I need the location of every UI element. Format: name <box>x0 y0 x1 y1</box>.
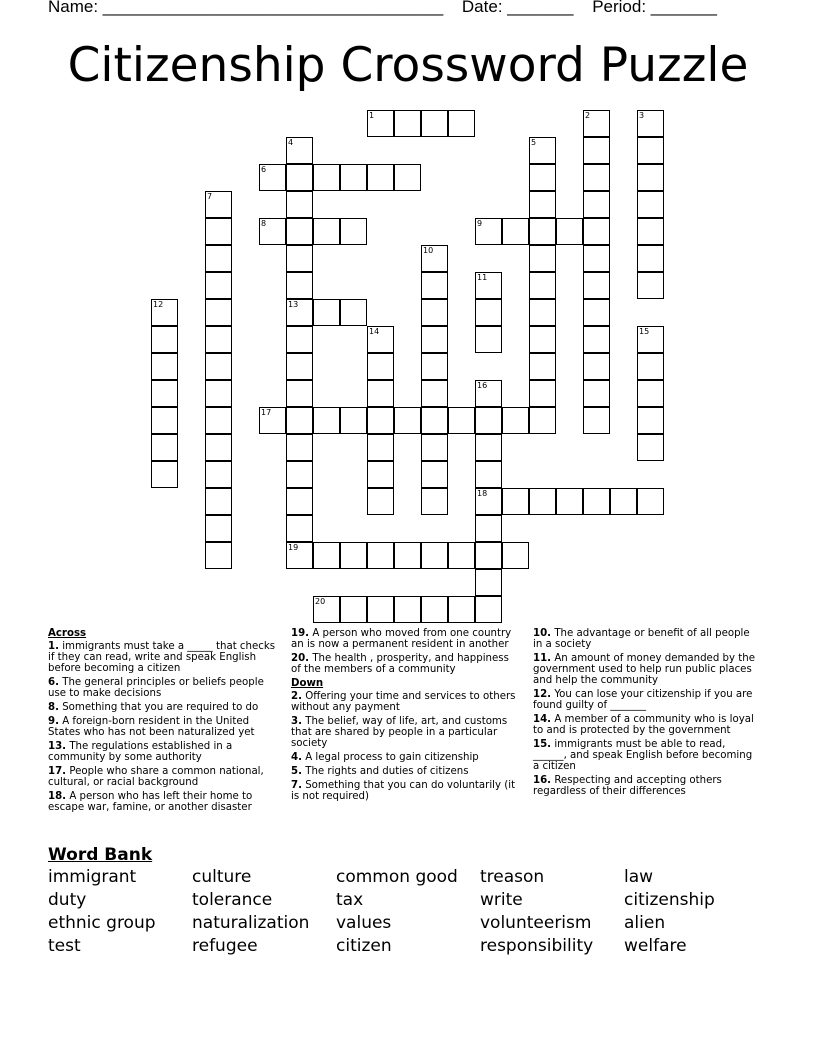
crossword-cell[interactable] <box>637 407 664 434</box>
crossword-cell[interactable] <box>421 407 448 434</box>
crossword-cell[interactable] <box>205 191 232 218</box>
word-bank <box>48 845 768 957</box>
crossword-cell[interactable] <box>637 272 664 299</box>
crossword-cell[interactable] <box>205 272 232 299</box>
crossword-cell[interactable] <box>394 110 421 137</box>
crossword-cell[interactable] <box>583 272 610 299</box>
crossword-cell[interactable] <box>637 488 664 515</box>
crossword-cell[interactable] <box>286 407 313 434</box>
crossword-cell[interactable] <box>286 326 313 353</box>
crossword-cell[interactable] <box>610 488 637 515</box>
crossword-cell[interactable] <box>286 245 313 272</box>
crossword-cell[interactable] <box>367 164 394 191</box>
crossword-cell[interactable] <box>259 407 286 434</box>
word-bank-item: write <box>480 890 523 910</box>
crossword-cell[interactable] <box>637 218 664 245</box>
crossword-cell[interactable] <box>421 434 448 461</box>
crossword-cell[interactable] <box>583 218 610 245</box>
crossword-cell[interactable] <box>286 434 313 461</box>
crossword-cell[interactable] <box>583 380 610 407</box>
crossword-cell[interactable] <box>529 272 556 299</box>
crossword-cell[interactable] <box>637 353 664 380</box>
crossword-cell[interactable] <box>205 353 232 380</box>
crossword-cell[interactable] <box>205 461 232 488</box>
clue-number-label: 13 <box>288 300 299 309</box>
clue-down-3: 3. The belief, way of life, art, and customs that are shared by people in a particular society <box>291 716 508 749</box>
crossword-cell[interactable] <box>286 272 313 299</box>
crossword-cell[interactable] <box>367 434 394 461</box>
clues-column-3 <box>533 628 759 800</box>
clue-down-15: 15. immigrants must be able to read, ______, and speak English before becoming a citizen <box>533 739 753 772</box>
clue-number-label: 9 <box>477 219 483 228</box>
crossword-cell[interactable] <box>205 380 232 407</box>
crossword-cell[interactable] <box>583 245 610 272</box>
word-bank-item: common good <box>336 867 458 887</box>
crossword-cell[interactable] <box>475 596 502 623</box>
crossword-cell[interactable] <box>637 137 664 164</box>
crossword-cell[interactable] <box>367 407 394 434</box>
crossword-cell[interactable] <box>394 596 421 623</box>
crossword-cell[interactable] <box>286 164 313 191</box>
crossword-cell[interactable] <box>394 407 421 434</box>
clue-across-1: 1. immigrants must take a _____ that checks if they can read, write and speak English before becoming a citizen <box>48 641 276 674</box>
clue-across-13: 13. The regulations established in a community by some authority <box>48 741 233 763</box>
crossword-cell[interactable] <box>502 218 529 245</box>
crossword-cell[interactable] <box>475 407 502 434</box>
crossword-cell[interactable] <box>637 380 664 407</box>
crossword-cell[interactable] <box>583 110 610 137</box>
across-heading: Across <box>48 628 87 639</box>
crossword-cell[interactable] <box>340 542 367 569</box>
crossword-cell[interactable] <box>502 542 529 569</box>
clue-number-label: 2 <box>585 111 591 120</box>
crossword-cell[interactable] <box>556 218 583 245</box>
word-bank-item: treason <box>480 867 545 887</box>
crossword-cell[interactable] <box>151 353 178 380</box>
crossword-cell[interactable] <box>637 164 664 191</box>
crossword-cell[interactable] <box>367 380 394 407</box>
crossword-cell[interactable] <box>340 407 367 434</box>
clue-down-12: 12. You can lose your citizenship if you are found guilty of _______ <box>533 689 753 711</box>
crossword-cell[interactable] <box>583 407 610 434</box>
clue-number-label: 5 <box>531 138 537 147</box>
crossword-cell[interactable] <box>529 407 556 434</box>
crossword-cell[interactable] <box>367 110 394 137</box>
clue-number-label: 11 <box>477 273 488 282</box>
word-bank-item: test <box>48 936 81 956</box>
clue-number-label: 4 <box>288 138 294 147</box>
crossword-cell[interactable] <box>529 488 556 515</box>
crossword-cell[interactable] <box>421 461 448 488</box>
crossword-cell[interactable] <box>637 110 664 137</box>
clue-across-19: 19. A person who moved from one country an is now a permanent resident in another <box>291 628 512 650</box>
word-bank-item: citizenship <box>624 890 715 910</box>
crossword-cell[interactable] <box>205 326 232 353</box>
crossword-cell[interactable] <box>367 488 394 515</box>
clue-across-17: 17. People who share a common national, cultural, or racial background <box>48 766 264 788</box>
crossword-cell[interactable] <box>286 137 313 164</box>
clue-down-16: 16. Respecting and accepting others regardless of their differences <box>533 775 722 797</box>
clue-number-label: 19 <box>288 543 299 552</box>
clue-number-label: 16 <box>477 381 488 390</box>
crossword-cell[interactable] <box>529 164 556 191</box>
crossword-cell[interactable] <box>583 326 610 353</box>
crossword-cell[interactable] <box>313 596 340 623</box>
crossword-cell[interactable] <box>286 488 313 515</box>
word-bank-item: citizen <box>336 936 392 956</box>
clue-number-label: 17 <box>261 408 272 417</box>
clue-down-14: 14. A member of a community who is loyal to and is protected by the government <box>533 714 754 736</box>
crossword-cell[interactable] <box>340 299 367 326</box>
crossword-cell[interactable] <box>583 353 610 380</box>
word-bank-grid <box>48 866 768 957</box>
crossword-cell[interactable] <box>475 515 502 542</box>
crossword-cell[interactable] <box>340 218 367 245</box>
crossword-cell[interactable] <box>529 191 556 218</box>
word-bank-item: naturalization <box>192 913 310 933</box>
clue-down-4: 4. A legal process to gain citizenship <box>291 752 479 763</box>
clue-number-label: 1 <box>369 111 375 120</box>
crossword-cell[interactable] <box>151 299 178 326</box>
clue-down-7: 7. Something that you can do voluntarily (it is not required) <box>291 780 516 802</box>
crossword-cell[interactable] <box>205 218 232 245</box>
crossword-cell[interactable] <box>421 326 448 353</box>
crossword-cell[interactable] <box>421 110 448 137</box>
crossword-cell[interactable] <box>340 596 367 623</box>
crossword-cell[interactable] <box>313 542 340 569</box>
name-field-label[interactable]: Name: ____________________________________ <box>48 0 444 16</box>
crossword-cell[interactable] <box>448 110 475 137</box>
crossword-cell[interactable] <box>475 272 502 299</box>
crossword-cell[interactable] <box>286 191 313 218</box>
crossword-cell[interactable] <box>529 218 556 245</box>
crossword-cell[interactable] <box>529 380 556 407</box>
word-bank-item: volunteerism <box>480 913 592 933</box>
crossword-cell[interactable] <box>421 299 448 326</box>
clue-down-5: 5. The rights and duties of citizens <box>291 766 469 777</box>
crossword-cell[interactable] <box>313 164 340 191</box>
clues-column-1 <box>48 628 280 816</box>
crossword-cell[interactable] <box>475 569 502 596</box>
crossword-cell[interactable] <box>394 542 421 569</box>
crossword-cell[interactable] <box>529 299 556 326</box>
date-field-label[interactable]: Date: _______ <box>461 0 574 16</box>
crossword-cell[interactable] <box>421 353 448 380</box>
crossword-cell[interactable] <box>637 434 664 461</box>
crossword-cell[interactable] <box>448 407 475 434</box>
crossword-cell[interactable] <box>475 380 502 407</box>
crossword-cell[interactable] <box>367 461 394 488</box>
crossword-cell[interactable] <box>340 164 367 191</box>
crossword-cell[interactable] <box>583 299 610 326</box>
crossword-cell[interactable] <box>205 434 232 461</box>
crossword-cell[interactable] <box>151 380 178 407</box>
crossword-cell[interactable] <box>313 299 340 326</box>
clue-across-9: 9. A foreign-born resident in the United States who has not been naturalized yet <box>48 716 255 738</box>
word-bank-item: refugee <box>192 936 258 956</box>
crossword-cell[interactable] <box>475 326 502 353</box>
crossword-cell[interactable] <box>421 380 448 407</box>
word-bank-item: law <box>624 867 654 887</box>
clue-down-11: 11. An amount of money demanded by the government used to help run public places and help the community <box>533 653 755 686</box>
clue-down-2: 2. Offering your time and services to others without any payment <box>291 691 516 713</box>
word-bank-item: alien <box>624 913 666 933</box>
crossword-cell[interactable] <box>502 488 529 515</box>
crossword-cell[interactable] <box>475 488 502 515</box>
crossword-cell[interactable] <box>529 245 556 272</box>
crossword-cell[interactable] <box>394 164 421 191</box>
crossword-cell[interactable] <box>529 353 556 380</box>
crossword-cell[interactable] <box>205 407 232 434</box>
crossword-cell[interactable] <box>637 326 664 353</box>
crossword-cell[interactable] <box>421 272 448 299</box>
crossword-cell[interactable] <box>286 299 313 326</box>
crossword-cell[interactable] <box>583 137 610 164</box>
crossword-cell[interactable] <box>286 515 313 542</box>
crossword-cell[interactable] <box>556 488 583 515</box>
clue-number-label: 7 <box>207 192 213 201</box>
clue-number-label: 20 <box>315 597 326 606</box>
crossword-cell[interactable] <box>421 245 448 272</box>
clue-across-18: 18. A person who has left their home to escape war, famine, or another disaster <box>48 791 253 813</box>
crossword-cell[interactable] <box>448 596 475 623</box>
word-bank-item: duty <box>48 890 87 910</box>
clue-across-20: 20. The health , prosperity, and happiness of the members of a community <box>291 653 509 675</box>
crossword-cell[interactable] <box>205 488 232 515</box>
crossword-cell[interactable] <box>286 353 313 380</box>
crossword-cell[interactable] <box>151 326 178 353</box>
crossword-cell[interactable] <box>259 164 286 191</box>
word-bank-title: Word Bank <box>48 845 153 865</box>
word-bank-item: values <box>336 913 392 933</box>
period-field-label[interactable]: Period: _______ <box>592 0 717 16</box>
crossword-cell[interactable] <box>583 191 610 218</box>
crossword-cell[interactable] <box>475 542 502 569</box>
word-bank-item: tolerance <box>192 890 273 910</box>
crossword-cell[interactable] <box>421 488 448 515</box>
crossword-cell[interactable] <box>286 461 313 488</box>
crossword-cell[interactable] <box>529 326 556 353</box>
crossword-cell[interactable] <box>475 461 502 488</box>
crossword-cell[interactable] <box>637 245 664 272</box>
down-heading: Down <box>291 678 324 689</box>
crossword-cell[interactable] <box>448 542 475 569</box>
clue-across-6: 6. The general principles or beliefs people use to make decisions <box>48 677 264 699</box>
word-bank-item: responsibility <box>480 936 594 956</box>
clue-across-8: 8. Something that you are required to do <box>48 702 259 713</box>
crossword-cell[interactable] <box>475 434 502 461</box>
crossword-cell[interactable] <box>475 218 502 245</box>
crossword-cell[interactable] <box>205 299 232 326</box>
word-bank-item: tax <box>336 890 364 910</box>
crossword-cell[interactable] <box>205 542 232 569</box>
crossword-cell[interactable] <box>286 218 313 245</box>
word-bank-item: culture <box>192 867 252 887</box>
clue-number-label: 6 <box>261 165 267 174</box>
crossword-cell[interactable] <box>475 299 502 326</box>
page-title: Citizenship Crossword Puzzle <box>67 38 749 93</box>
clues-column-2 <box>291 628 521 805</box>
crossword-cell[interactable] <box>151 434 178 461</box>
crossword-cell[interactable] <box>367 353 394 380</box>
clue-down-10: 10. The advantage or benefit of all people in a society <box>533 628 750 650</box>
clue-number-label: 8 <box>261 219 267 228</box>
clue-number-label: 14 <box>369 327 380 336</box>
crossword-cell[interactable] <box>367 542 394 569</box>
crossword-cell[interactable] <box>313 407 340 434</box>
crossword-cell[interactable] <box>421 542 448 569</box>
crossword-cell[interactable] <box>367 596 394 623</box>
clue-number-label: 15 <box>639 327 650 336</box>
word-bank-item: welfare <box>624 936 687 956</box>
word-bank-item: ethnic group <box>48 913 156 933</box>
crossword-cell[interactable] <box>286 380 313 407</box>
crossword-cell[interactable] <box>637 191 664 218</box>
crossword-cell[interactable] <box>529 137 556 164</box>
crossword-cell[interactable] <box>583 164 610 191</box>
word-bank-item: immigrant <box>48 867 137 887</box>
crossword-cell[interactable] <box>205 515 232 542</box>
crossword-cell[interactable] <box>259 218 286 245</box>
crossword-cell[interactable] <box>151 407 178 434</box>
crossword-cell[interactable] <box>502 407 529 434</box>
clue-number-label: 18 <box>477 489 488 498</box>
crossword-cell[interactable] <box>205 245 232 272</box>
crossword-cell[interactable] <box>367 326 394 353</box>
crossword-cell[interactable] <box>151 461 178 488</box>
crossword-cell[interactable] <box>286 542 313 569</box>
clue-number-label: 12 <box>153 300 164 309</box>
crossword-cell[interactable] <box>583 488 610 515</box>
crossword-cell[interactable] <box>421 596 448 623</box>
crossword-cell[interactable] <box>313 218 340 245</box>
clue-number-label: 10 <box>423 246 434 255</box>
clue-number-label: 3 <box>639 111 645 120</box>
